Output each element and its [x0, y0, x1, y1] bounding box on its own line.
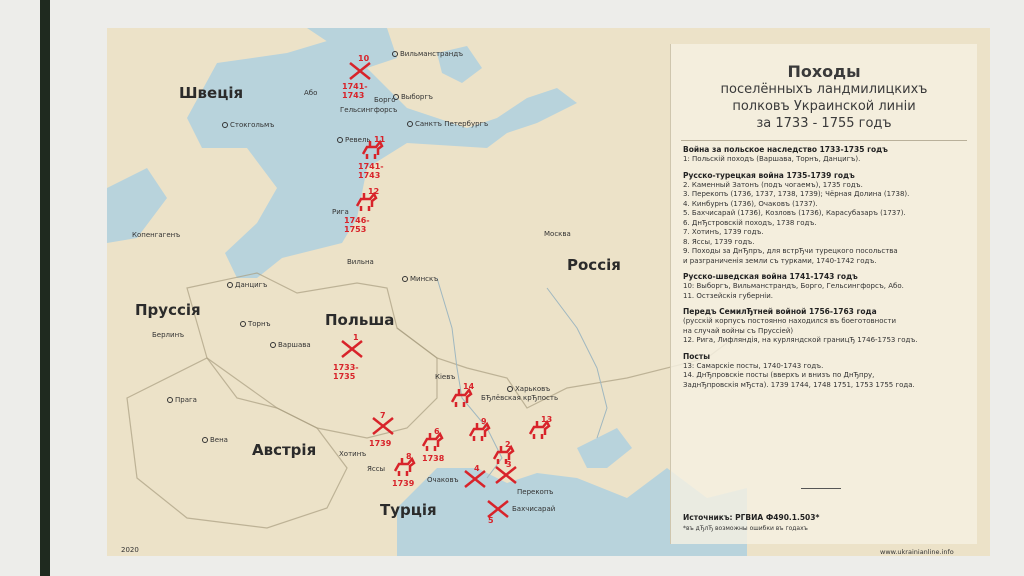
country-austria: Австрiя [252, 441, 317, 459]
country-russia: Россiя [567, 256, 621, 274]
azov-sea [577, 428, 632, 468]
legend-subtitle-line: полковъ Украинской линiи [732, 99, 916, 114]
city-label: Бахчисарай [512, 505, 556, 513]
campaign-years: 1739 [392, 479, 415, 488]
section-line: 2. Каменный Затонъ (подъ чогаемъ), 1735 годъ. [683, 180, 863, 189]
section-heading: Посты [683, 351, 711, 361]
campaign-number: 2 [505, 440, 511, 449]
footer-site: www.ukrainianline.info [880, 548, 954, 556]
legend-dash [801, 488, 841, 489]
cavalry-icon [392, 455, 416, 477]
section-heading: Русско-шведская война 1741-1743 годъ [683, 272, 858, 281]
city-label: Вена [202, 436, 228, 444]
country-prussia: Пруссiя [135, 301, 201, 319]
campaign-number: 4 [474, 464, 480, 473]
city-label: Санктъ Петербургъ [407, 120, 488, 128]
campaign-years: 1746-1753 [344, 216, 370, 234]
campaign-years: 1738 [422, 454, 445, 463]
map-panel [107, 28, 990, 556]
section-line: 11. Остзейскiя губернiи. [683, 291, 774, 300]
section-line: на случай войны съ Пруссiей) [683, 326, 794, 335]
section-line: 10: Выборгъ, Вильманстрандъ, Борго, Гельсингфорсъ, Або. [683, 282, 904, 290]
city-label: Або [304, 89, 318, 97]
city-label: Москва [544, 230, 571, 238]
frame-bar [40, 0, 50, 576]
city-label: Варшава [270, 341, 311, 349]
section-line: 9. Походы за ДнЂпръ, для встрЂчи турецкого посольства [683, 247, 898, 255]
campaign-number: 13 [541, 415, 553, 424]
country-sweden: Швецiя [179, 84, 244, 102]
section-line: 5. Бахчисарай (1736), Козловъ (1736), Карасубазаръ (1737). [683, 209, 906, 217]
section-heading: Русско-турецкая война 1735-1739 годъ [683, 170, 855, 180]
campaign-marker [420, 427, 445, 463]
city-label: Берлинъ [152, 331, 185, 339]
crossed-sabres-icon [347, 60, 373, 82]
campaign-marker [485, 498, 511, 524]
campaign-number: 7 [380, 411, 386, 420]
legend-section [683, 145, 965, 165]
section-line: 4. Кинбурнъ (1736), Очаковъ (1737). [683, 199, 818, 208]
river-don [547, 288, 607, 438]
section-line: 3. Перекопъ (1736, 1737, 1738, 1739); Чёрная Долина (1738). [683, 190, 910, 198]
cavalry-icon [420, 430, 444, 452]
campaign-number: 10 [358, 54, 370, 63]
city-label: Вильна [347, 258, 374, 266]
city-label: Стокгольмъ [222, 121, 274, 129]
campaign-years: 1739 [369, 439, 392, 448]
campaign-marker [462, 464, 488, 494]
city-label: Перекопъ [517, 488, 554, 496]
border-poland [187, 273, 437, 438]
legend-title: Походы [787, 62, 861, 81]
campaign-number: 11 [374, 135, 386, 144]
city-label: Рига [332, 208, 349, 216]
city-label: Харьковъ [507, 385, 550, 393]
country-turkey: Турцiя [380, 501, 437, 519]
city-label: Яссы [367, 465, 386, 473]
country-poland: Польша [325, 311, 395, 329]
city-label: Борго [374, 96, 396, 104]
campaign-marker [449, 382, 475, 412]
legend-source: Источникъ: РГВИА Ф490.1.503* [683, 513, 820, 522]
legend-section [683, 171, 965, 267]
city-label: Кiевъ [435, 373, 456, 381]
campaign-years: 1733-1735 [333, 363, 359, 381]
campaign-marker [467, 417, 491, 446]
section-line: 1: Польскiй походъ (Варшава, Торнъ, Данцигъ). [683, 155, 861, 163]
city-label: Минскъ [402, 275, 438, 283]
campaign-number: 3 [506, 460, 512, 469]
campaign-number: 8 [406, 452, 412, 461]
section-line: 14. ДнЂпровскiе посты (вверхъ и внизъ по ДнЂпру, [683, 371, 875, 379]
legend-panel [670, 44, 977, 544]
campaign-number: 1 [353, 333, 359, 342]
campaign-marker [344, 187, 380, 234]
campaign-marker [333, 333, 365, 381]
campaign-number: 5 [488, 516, 494, 525]
legend-section [683, 307, 965, 346]
campaign-number: 12 [368, 187, 380, 196]
city-label: Ревель [337, 136, 371, 144]
legend-section [683, 272, 965, 301]
section-heading: Война за польское наследство 1733-1735 годъ [683, 145, 888, 154]
section-line: 8. Яссы, 1739 годъ. [683, 237, 755, 246]
city-label: Выборгъ [393, 93, 433, 101]
section-line: 7. Хотинъ, 1739 годъ. [683, 228, 764, 236]
section-line: 13: Самарскiе посты, 1740-1743 годъ. [683, 361, 824, 370]
city-label: Данцигъ [227, 281, 267, 289]
cavalry-icon [467, 420, 491, 442]
legend-section [683, 352, 965, 391]
campaign-marker [342, 54, 373, 100]
section-line: ЗаднЂпровскiя мЂста). 1739 1744, 1748 1751, 1753 1755 года. [683, 380, 915, 389]
campaign-number: 14 [463, 382, 475, 391]
section-line: 12. Рига, Лифляндiя, на курляндской границЂ 1746-1753 годъ. [683, 336, 918, 344]
legend-subtitle-line: за 1733 - 1755 годъ [756, 116, 892, 131]
section-line: 6. ДнЂстровскiй походъ, 1738 годъ. [683, 218, 817, 227]
section-line: и разграниченiя земли съ турками, 1740-1742 годъ. [683, 256, 877, 265]
campaign-years: 1741-1743 [342, 82, 368, 100]
legend-note: *въ дЂлЂ возможны ошибки въ годахъ [683, 525, 808, 532]
campaign-number: 9 [481, 417, 487, 426]
city-label: Гельсингфорсъ [340, 106, 398, 114]
campaign-marker [392, 452, 416, 488]
campaign-marker [493, 460, 519, 490]
legend-subtitle-line: поселённыхъ ландмилицкихъ [720, 82, 928, 97]
section-heading: Передъ СемилЂтней войной 1756-1763 года [683, 307, 877, 316]
city-label: Торнъ [240, 320, 271, 328]
section-line: (русскiй корпусъ постоянно находился въ боеготовности [683, 317, 897, 325]
campaign-number: 6 [434, 427, 440, 436]
city-label: Очаковъ [427, 476, 459, 484]
campaign-marker [527, 415, 553, 444]
legend-divider [681, 140, 967, 141]
city-label: Хотинъ [339, 450, 367, 458]
city-label: БЂлёвская крЂпость [481, 394, 559, 402]
crossed-sabres-icon [339, 338, 365, 360]
footer-year: 2020 [121, 546, 139, 554]
city-label: Копенгагенъ [132, 231, 181, 239]
campaign-marker [369, 411, 396, 448]
campaign-years: 1741-1743 [358, 162, 384, 180]
city-label: Прага [167, 396, 197, 404]
city-label: Вильманстрандъ [392, 50, 463, 58]
